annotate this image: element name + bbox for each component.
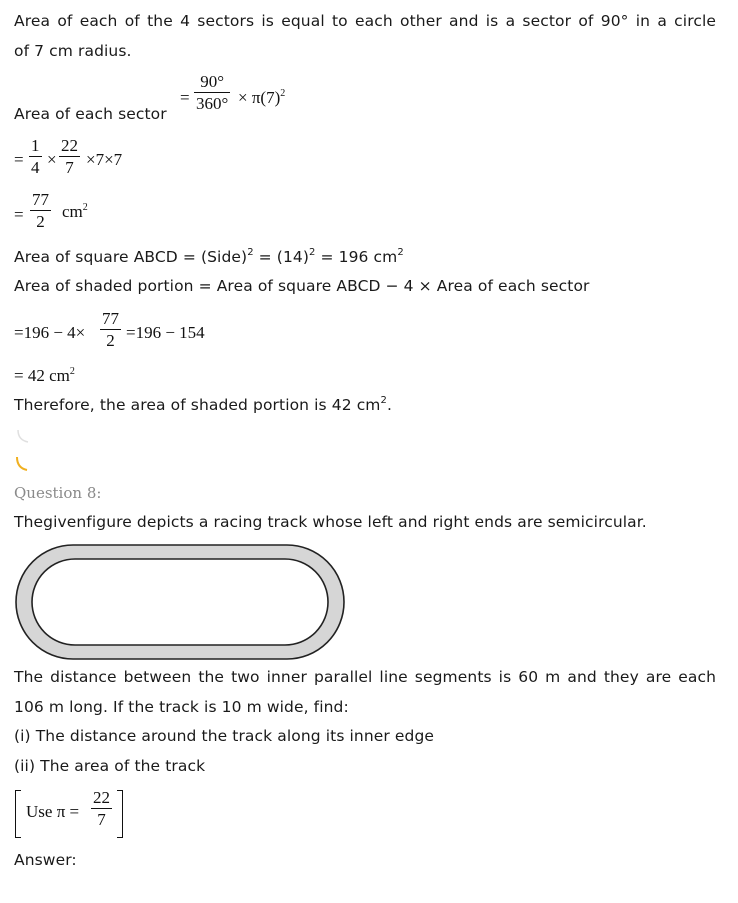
sector-label: Area of each sector	[14, 105, 167, 123]
sector-eq2-rest: ×7×7	[86, 150, 123, 169]
pi-r-squared: × π(7)	[238, 88, 281, 107]
question-title: Question 8:	[14, 484, 102, 502]
sector-eq1-equals: =	[180, 88, 190, 107]
exponent: 2	[69, 366, 75, 377]
use-pi-box	[15, 790, 123, 838]
right-bracket	[117, 790, 123, 838]
shaded-eq1-b: =196 − 154	[126, 323, 205, 342]
left-bracket	[15, 790, 21, 838]
text: = 196 cm	[315, 248, 398, 266]
fraction-denominator: 2	[36, 212, 45, 231]
text: Area of square ABCD = (Side)	[14, 248, 248, 266]
text: = 42 cm	[14, 366, 70, 385]
times-sign: ×	[47, 150, 57, 169]
fraction-numerator: 77	[102, 309, 119, 328]
intro-line-2: of 7 cm radius.	[14, 42, 132, 60]
track-inner-edge	[32, 559, 328, 645]
shaded-eq2	[14, 366, 75, 386]
fraction-numerator: 22	[61, 136, 78, 155]
sector-fraction-quarter	[29, 136, 42, 179]
question-line-1: Thegivenfigure depicts a racing track whose left and right ends are semicircular.	[14, 513, 647, 531]
gray-arc-icon	[18, 430, 28, 442]
intro-line-1: Area of each of the 4 sectors is equal to each other and is a sector of 90° in a circle	[14, 12, 716, 30]
fraction-denominator: 7	[97, 810, 106, 829]
question-part-1: (i) The distance around the track along its inner edge	[14, 727, 435, 745]
sector-eq3-unit	[62, 202, 88, 222]
shaded-area-line: Area of shaded portion = Area of square ABCD − 4 × Area of each sector	[14, 277, 590, 295]
exponent: 2	[397, 247, 404, 258]
square-area-line	[14, 247, 404, 267]
fraction-numerator: 1	[31, 136, 40, 155]
text: Therefore, the area of shaded portion is 42 cm	[14, 396, 381, 414]
use-pi-fraction	[91, 788, 112, 831]
sector-eq2-equals: =	[14, 150, 24, 169]
shaded-eq1-a: =196 − 4×	[14, 323, 86, 342]
shaded-fraction	[100, 309, 121, 352]
sector-fraction-result	[30, 190, 51, 233]
exponent: 2	[247, 247, 254, 258]
fraction-denominator: 4	[31, 158, 40, 177]
fraction-numerator: 77	[32, 190, 49, 209]
exponent: 2	[309, 247, 316, 258]
unit: cm	[62, 202, 83, 221]
use-pi-label: Use π =	[26, 802, 80, 821]
exponent: 2	[82, 202, 88, 213]
conclusion	[14, 395, 392, 415]
decorative-arcs	[12, 426, 32, 476]
exponent: 2	[380, 395, 387, 406]
text: .	[386, 396, 393, 414]
orange-arc-icon	[17, 457, 27, 470]
question-line-2: The distance between the two inner parallel line segments is 60 m and they are each	[14, 668, 716, 686]
text: = (14)	[253, 248, 310, 266]
answer-label: Answer:	[14, 851, 77, 869]
question-line-3: 106 m long. If the track is 10 m wide, find:	[14, 698, 349, 716]
racing-track-figure	[14, 543, 346, 661]
fraction-denominator: 2	[106, 331, 115, 350]
fraction-numerator: 90°	[200, 72, 225, 91]
fraction-numerator: 22	[93, 788, 110, 807]
fraction-denominator: 7	[65, 158, 74, 177]
sector-fraction-pi	[59, 136, 80, 179]
sector-eq1-rest	[238, 88, 285, 108]
sector-eq3-equals: =	[14, 205, 24, 224]
fraction-denominator: 360°	[196, 94, 229, 113]
sector-fraction-angle	[194, 72, 230, 115]
question-part-2: (ii) The area of the track	[14, 757, 206, 775]
exponent: 2	[280, 88, 286, 99]
